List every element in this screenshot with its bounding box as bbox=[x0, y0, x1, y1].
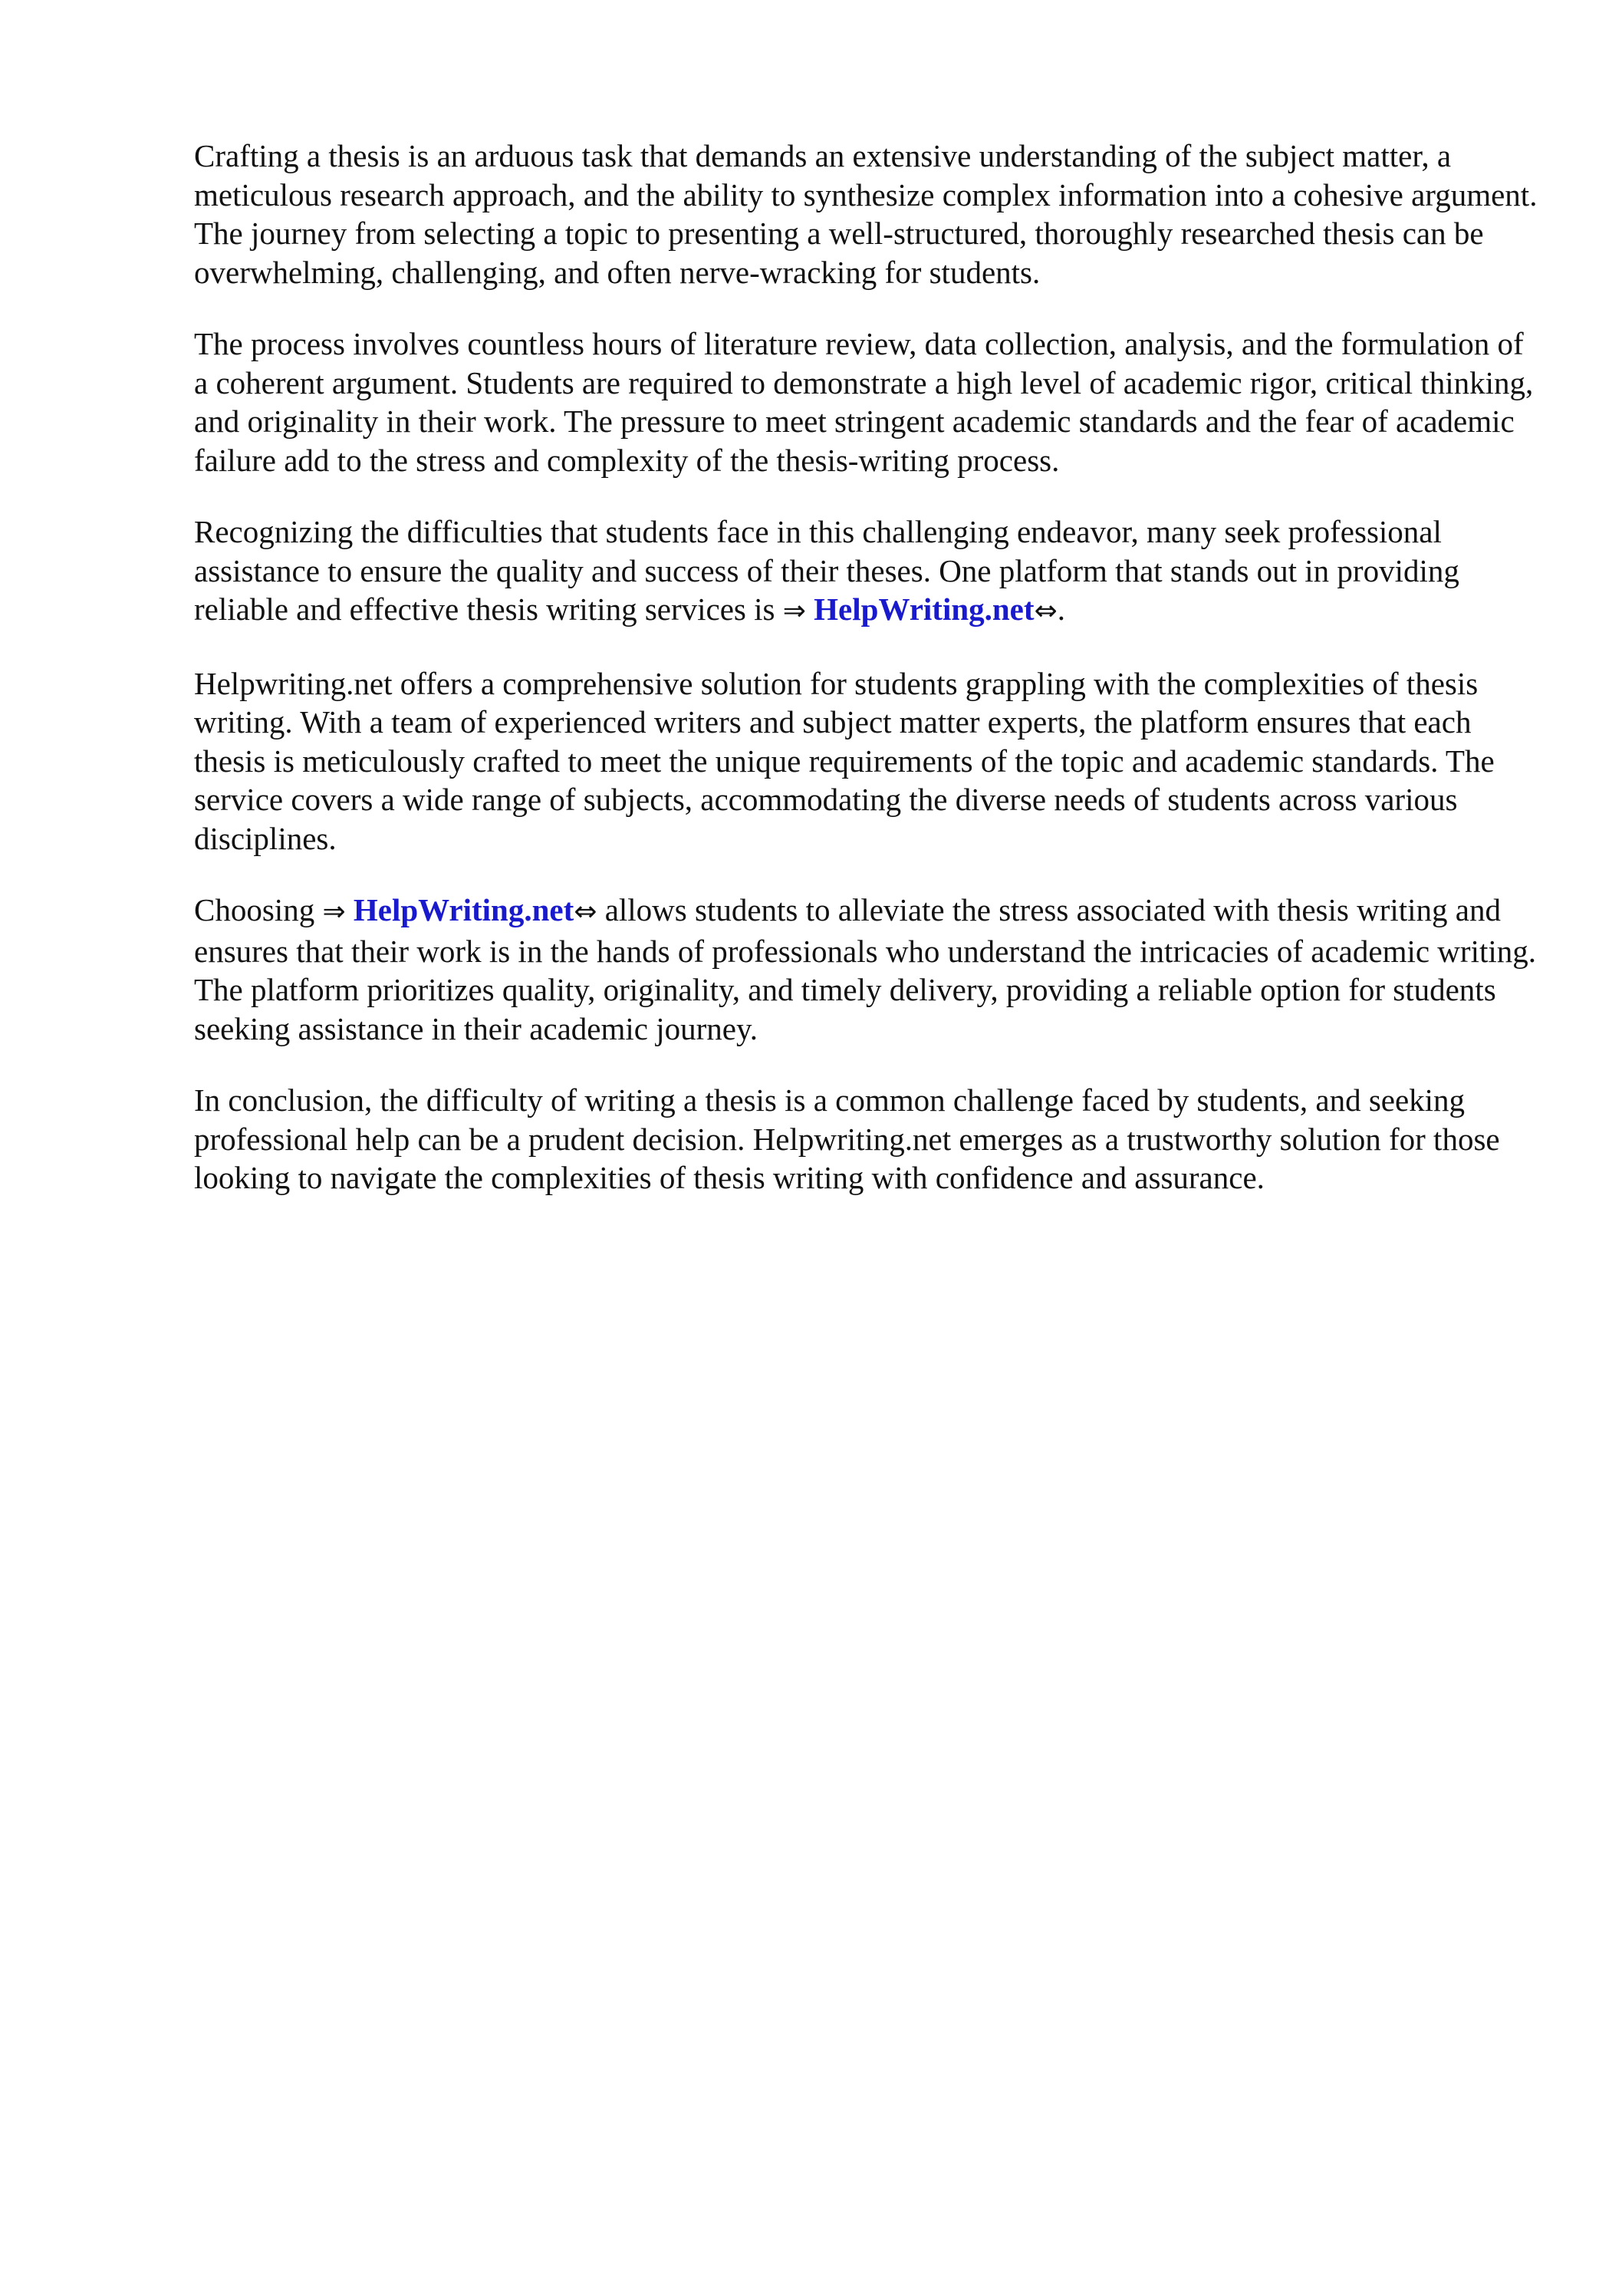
paragraph-recognizing bbox=[194, 512, 1544, 631]
paragraph-intro: Crafting a thesis is an arduous task that demands an extensive understanding of the subject matter, a meticulous research approach, and the ability to synthesize complex information into a cohesive argument. The journey from selecting a topic to presenting a well-structured, thoroughly researched thesis can be overwhelming, challenging, and often nerve-wracking for students. bbox=[194, 138, 1538, 290]
paragraph-offers: Helpwriting.net offers a comprehensive solution for students grappling with the complexities of thesis writing. With a team of experienced writers and subject matter experts, the platform ensures that each thesis is meticulously crafted to meet the unique requirements of the topic and academic standards. The service covers a wide range of subjects, accommodating the diverse needs of students across various disciplines. bbox=[194, 665, 1495, 856]
paragraph-conclusion: In conclusion, the difficulty of writing a thesis is a common challenge faced by students, and seeking professional help can be a prudent decision. Helpwriting.net emerges as a trustworthy solution for those looking to navigate the complexities of thesis writing with confidence and assurance. bbox=[194, 1082, 1500, 1195]
left-right-arrow-icon: ⇔ bbox=[574, 896, 597, 927]
right-arrow-icon: ⇒ bbox=[782, 595, 806, 627]
paragraph-text: Choosing bbox=[194, 892, 323, 927]
paragraph-process: The process involves countless hours of literature review, data collection, analysis, and the formulation of a coherent argument. Students are required to demonstrate a high level of academic rigor, critical thinking, and originality in their work. The pressure to meet stringent academic standards and the fear of academic failure add to the stress and complexity of the thesis-writing process. bbox=[194, 326, 1534, 478]
helpwriting-link[interactable]: HelpWriting.net bbox=[353, 892, 574, 927]
paragraph-choosing bbox=[194, 891, 1544, 1048]
paragraph-text: allows students to alleviate the stress associated with thesis writing and ensures that their work is in the hands of professionals who understand the intricacies of academic writing. The platform prioritizes quality, originality, and timely delivery, providing a reliable option for students seeking assistance in their academic journey. bbox=[194, 892, 1536, 1046]
left-right-arrow-icon: ⇔ bbox=[1034, 595, 1058, 627]
paragraph-text: Recognizing the difficulties that students face in this challenging endeavor, many seek professional assistance to ensure the quality and success of their theses. One platform that stands out in providing reliable and effective thesis writing services is bbox=[194, 514, 1459, 627]
document-body bbox=[194, 137, 1544, 1230]
paragraph-text: . bbox=[1057, 591, 1065, 627]
helpwriting-link[interactable]: HelpWriting.net bbox=[814, 591, 1035, 627]
right-arrow-icon: ⇒ bbox=[322, 896, 346, 927]
